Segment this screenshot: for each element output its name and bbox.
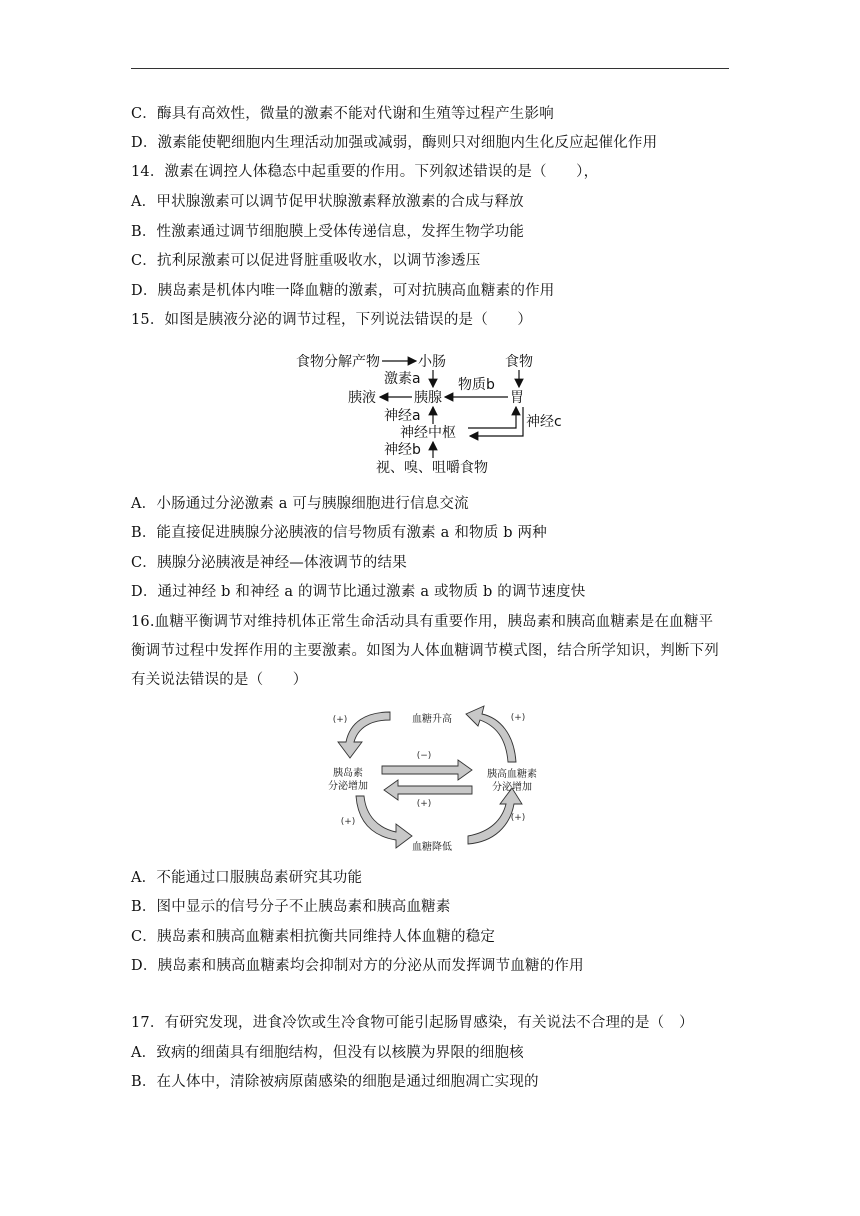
fig2-arrow-insulin-to-down: [356, 796, 412, 848]
header-rule: [131, 68, 729, 69]
fig1-small-intestine: 小肠: [418, 354, 446, 370]
q16-option-b: B．图中显示的信号分子不止胰岛素和胰高血糖素: [131, 899, 451, 915]
q15-option-a: A．小肠通过分泌激素 a 可与胰腺细胞进行信息交流: [131, 496, 469, 512]
q14-option-c: C．抗利尿激素可以促进肾脏重吸收水，以调节渗透压: [131, 253, 481, 269]
q16-option-d: D．胰岛素和胰高血糖素均会抑制对方的分泌从而发挥调节血糖的作用: [131, 958, 584, 974]
fig2-insulin-line2: 分泌增加: [328, 781, 368, 792]
q17-stem: 17．有研究发现，进食冷饮或生冷食物可能引起肠胃感染，有关说法不合理的是（ ）: [131, 1015, 694, 1031]
fig1-stimuli: 视、嗅、咀嚼食物: [376, 460, 488, 476]
q14-option-b: B．性激素通过调节细胞膜上受体传递信息，发挥生物学功能: [131, 224, 525, 240]
q14-option-d: D．胰岛素是机体内唯一降血糖的激素，可对抗胰高血糖素的作用: [131, 283, 555, 299]
q13-option-d: D．激素能使靶细胞内生理活动加强或减弱，酶则只对细胞内生化反应起催化作用: [131, 135, 658, 151]
fig1-arrow-stomach-center: [470, 407, 523, 436]
q15-option-d: D．通过神经 b 和神经 a 的调节比通过激素 a 或物质 b 的调节速度快: [131, 584, 586, 600]
q16-option-c: C．胰岛素和胰高血糖素相抗衡共同维持人体血糖的稳定: [131, 929, 496, 945]
fig2-plus-bottom-left: (+): [340, 817, 356, 827]
fig2-minus-middle: (−): [416, 751, 432, 761]
fig2-arrow-inhibit: [382, 760, 472, 780]
fig2-glucagon-line1: 胰高血糖素: [487, 769, 537, 780]
fig2-glucose-up: 血糖升高: [412, 714, 452, 725]
fig2-plus-bottom-right: (+): [510, 813, 526, 823]
fig1-nerve-c: 神经c: [526, 414, 562, 430]
q14-option-a: A．甲状腺激素可以调节促甲状腺激素释放激素的合成与释放: [131, 194, 524, 210]
q17-option-b: B．在人体中，清除被病原菌感染的细胞是通过细胞凋亡实现的: [131, 1074, 539, 1090]
fig2-arrow-promote: [384, 780, 472, 800]
fig2-arrow-glucagon-to-up: [466, 706, 516, 762]
fig1-food-products: 食物分解产物: [296, 354, 380, 370]
q15-option-c: C．胰腺分泌胰液是神经—体液调节的结果: [131, 555, 407, 571]
q16-stem-line3: 有关说法错误的是（ ）: [131, 672, 308, 688]
fig2-plus-middle: (+): [416, 799, 432, 809]
q15-option-b: B．能直接促进胰腺分泌胰液的信号物质有激素 a 和物质 b 两种: [131, 525, 547, 541]
fig1-pancreatic-juice: 胰液: [348, 390, 376, 406]
fig2-insulin-line1: 胰岛素: [333, 768, 363, 779]
fig1-substance-b: 物质b: [458, 377, 495, 393]
fig1-nerve-a: 神经a: [384, 408, 421, 424]
fig1-arrow-nerve-c: [468, 407, 516, 428]
fig1-hormone-a: 激素a: [384, 371, 421, 387]
q16-stem-line1: 16.血糖平衡调节对维持机体正常生命活动具有重要作用，胰岛素和胰高血糖素是在血糖平: [131, 614, 714, 630]
q15-stem: 15．如图是胰液分泌的调节过程，下列说法错误的是（ ）: [131, 312, 533, 328]
q16-option-a: A．不能通过口服胰岛素研究其功能: [131, 870, 363, 886]
fig1-stomach: 胃: [510, 390, 524, 406]
fig1-nerve-b: 神经b: [384, 442, 421, 458]
fig2-glucose-down: 血糖降低: [412, 842, 452, 853]
fig1-nerve-center: 神经中枢: [400, 425, 456, 441]
fig1-pancreas: 胰腺: [414, 390, 442, 406]
fig1-food: 食物: [505, 354, 533, 370]
fig2-plus-top-left: (+): [332, 715, 348, 725]
q16-stem-line2: 衡调节过程中发挥作用的主要激素。如图为人体血糖调节模式图，结合所学知识，判断下列: [131, 643, 719, 659]
pancreatic-regulation-diagram: [290, 348, 580, 478]
q14-stem: 14．激素在调控人体稳态中起重要的作用。下列叙述错误的是（ ），: [131, 164, 599, 180]
blood-glucose-regulation-diagram: [318, 700, 544, 856]
q13-option-c: C．酶具有高效性，微量的激素不能对代谢和生殖等过程产生影响: [131, 106, 554, 122]
q17-option-a: A．致病的细菌具有细胞结构，但没有以核膜为界限的细胞核: [131, 1045, 524, 1061]
fig2-plus-top-right: (+): [510, 713, 526, 723]
fig2-glucagon-line2: 分泌增加: [492, 782, 532, 793]
